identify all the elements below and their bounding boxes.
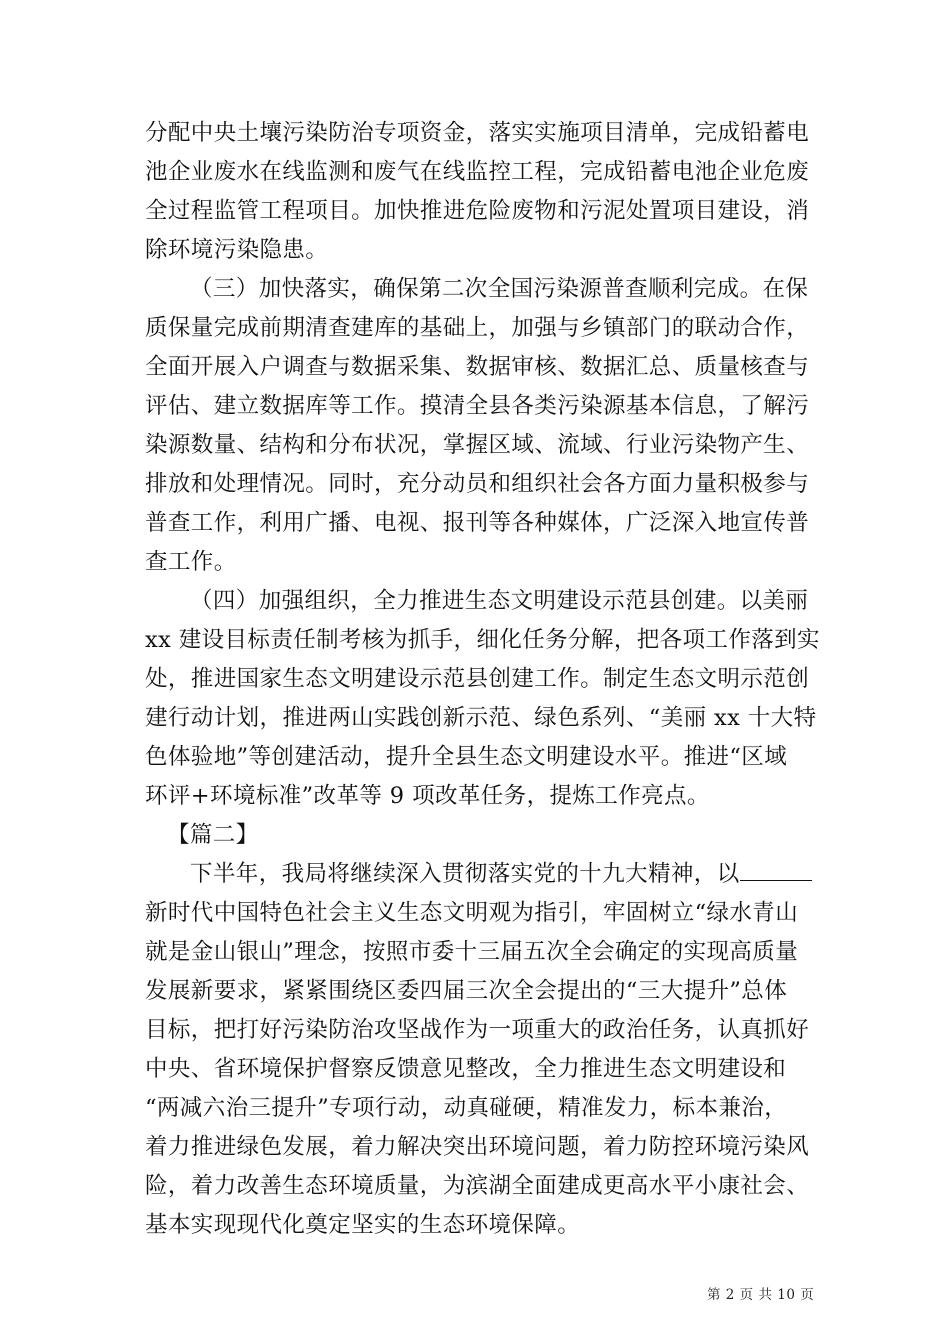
section-three-heading-line: （三）加快落实，确保第二次全国污染源普查顺利完成。在保 bbox=[190, 276, 809, 302]
text-line: 发展新要求，紧紧围绕区委四届三次全会提出的“三大提升”总体 bbox=[145, 978, 788, 1004]
document-body bbox=[145, 114, 820, 1245]
text-line: “两减六治三提升”专项行动，动真碰硬，精准发力，标本兼治， bbox=[145, 1095, 788, 1121]
text-line: 目标，把打好污染防治攻坚战作为一项重大的政治任务，认真抓好 bbox=[145, 1017, 810, 1043]
text-line: 处，推进国家生态文明建设示范县创建工作。制定生态文明示范创 bbox=[145, 666, 810, 692]
text-line: 全过程监管工程项目。加快推进危险废物和污泥处置项目建设，消 bbox=[145, 198, 810, 224]
text-line: 全面开展入户调查与数据采集、数据审核、数据汇总、质量核查与 bbox=[145, 354, 810, 380]
text-line: 质保量完成前期清查建库的基础上，加强与乡镇部门的联动合作， bbox=[145, 315, 810, 341]
text-line: 就是金山银山”理念，按照市委十三届五次全会确定的实现高质量 bbox=[145, 939, 799, 965]
part-two-first-line-text: 下半年，我局将继续深入贯彻落实党的十九大精神，以 bbox=[190, 861, 740, 887]
text-line: 评估、建立数据库等工作。摸清全县各类污染源基本信息，了解污 bbox=[145, 393, 810, 419]
text-line: 险，着力改善生态环境质量，为滨湖全面建成更高水平小康社会、 bbox=[145, 1173, 810, 1199]
text-line: 染源数量、结构和分布状况，掌握区域、流域、行业污染物产生、 bbox=[145, 432, 810, 458]
text-line: 着力推进绿色发展，着力解决突出环境问题，着力防控环境污染风 bbox=[145, 1134, 810, 1160]
text-line: 池企业废水在线监测和废气在线监控工程，完成铅蓄电池企业危废 bbox=[145, 159, 810, 185]
text-line: 建行动计划，推进两山实践创新示范、绿色系列、“美丽 xx 十大特 bbox=[145, 705, 817, 731]
text-line: 排放和处理情况。同时，充分动员和组织社会各方面力量积极参与 bbox=[145, 471, 810, 497]
text-line: 分配中央土壤污染防治专项资金，落实实施项目清单，完成铅蓄电 bbox=[145, 120, 810, 146]
text-line: 新时代中国特色社会主义生态文明观为指引，牢固树立“绿水青山 bbox=[145, 900, 799, 926]
text-line: 中央、省环境保护督察反馈意见整改，全力推进生态文明建设和 bbox=[145, 1056, 787, 1082]
page-number-footer: 第 2 页 共 10 页 bbox=[707, 1287, 815, 1303]
text-line: 除环境污染隐患。 bbox=[145, 237, 329, 263]
text-line: 查工作。 bbox=[145, 549, 237, 575]
text-line: xx 建设目标责任制考核为抓手，细化任务分解，把各项工作落到实 bbox=[145, 627, 820, 653]
section-four-heading-line: （四）加强组织，全力推进生态文明建设示范县创建。以美丽 bbox=[190, 588, 809, 614]
text-line: 环评+环境标准”改革等 9 项改革任务，提炼工作亮点。 bbox=[145, 783, 710, 809]
text-line: 普查工作，利用广播、电视、报刊等各种媒体，广泛深入地宣传普 bbox=[145, 510, 810, 536]
text-line: 基本实现现代化奠定坚实的生态环境保障。 bbox=[145, 1212, 581, 1238]
part-two-first-line bbox=[145, 855, 810, 894]
part-two-heading: 【篇二】 bbox=[167, 822, 259, 848]
text-line: 色体验地”等创建活动，提升全县生态文明建设水平。推进“区域 bbox=[145, 744, 788, 770]
fill-in-blank bbox=[740, 860, 812, 881]
